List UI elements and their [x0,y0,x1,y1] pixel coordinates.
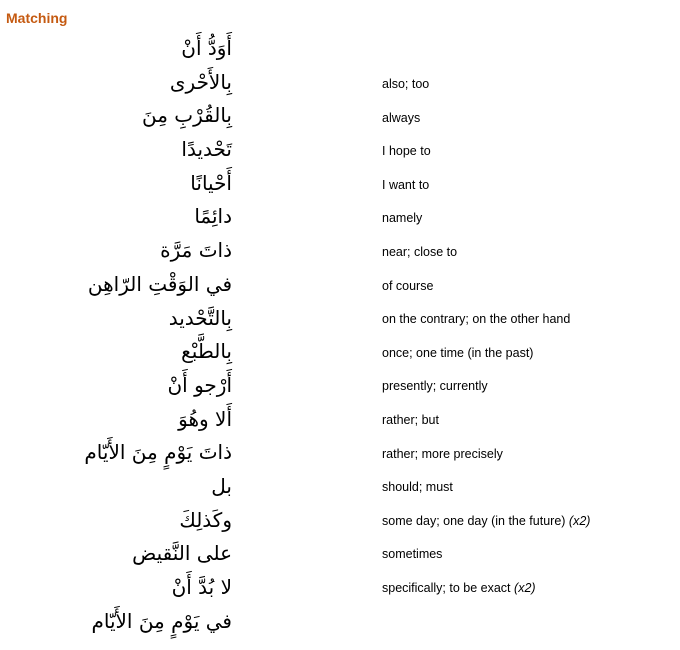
english-item [382,270,672,304]
english-item [382,169,672,203]
english-item [382,370,672,404]
arabic-item: في الوَقْتِ الرّاهِن [87,271,232,296]
english-item [382,471,672,505]
arabic-item: أَرْجو أَنْ [167,372,232,397]
arabic-item: بِالطَّبْع [181,339,232,364]
english-column [382,68,672,606]
english-item [382,505,672,539]
arabic-item: بِالقُرْبِ مِنَ [141,103,232,128]
arabic-item: أَحْيانًا [190,170,232,195]
arabic-item: تَحْديدًا [181,137,232,162]
english-item [382,538,672,572]
english-item-text: rather; more precisely [382,446,503,461]
arabic-item: أَلا وهُوَ [178,406,232,431]
arabic-item: أَوَدُّ أَنْ [181,36,232,60]
english-item-text: some day; one day (in the future) [382,513,566,528]
english-item [382,68,672,102]
english-item-text: namely [382,211,423,226]
arabic-item: بِالأَحْرى [169,69,232,94]
english-item [382,202,672,236]
english-item-text: once; one time (in the past) [382,345,534,360]
english-item-text: always [382,110,421,125]
arabic-column [12,32,232,638]
english-item [382,404,672,438]
arabic-item: لا بُدَّ أَنْ [171,575,232,599]
english-item [382,572,672,606]
english-item [382,438,672,472]
english-item-text: also; too [382,77,430,91]
arabic-item: بل [211,473,232,498]
english-item [382,236,672,270]
english-item [382,135,672,169]
arabic-item: على النَّقيض [132,541,232,566]
english-item-note: (x2) [568,513,591,528]
english-item-text: sometimes [382,547,443,562]
english-item [382,102,672,136]
english-item [382,337,672,371]
english-item-text: specifically; to be exact [382,580,511,595]
english-item-text: I hope to [382,144,431,159]
arabic-item: ذاتَ يَوْمٍ مِنَ الأَيّام [84,440,232,465]
english-item-text: rather; but [382,412,439,427]
english-item-text: near; close to [382,244,458,259]
page-title: Matching [6,10,68,26]
arabic-item: دائِمًا [194,204,232,229]
english-item-text: of course [382,278,434,293]
english-item-note: (x2) [514,580,536,595]
english-item-text: on the contrary; on the other hand [382,312,571,327]
arabic-item: في يَوْمٍ مِنَ الأَيّام [91,608,232,633]
arabic-item: بِالتَّحْديد [168,305,232,330]
english-item-text: should; must [382,480,453,495]
english-item-text: I want to [382,177,430,192]
arabic-item: وكَذلِكَ [179,507,232,532]
arabic-item: ذاتَ مَرَّة [160,238,232,263]
english-item-text: presently; currently [382,379,488,394]
english-item [382,303,672,337]
